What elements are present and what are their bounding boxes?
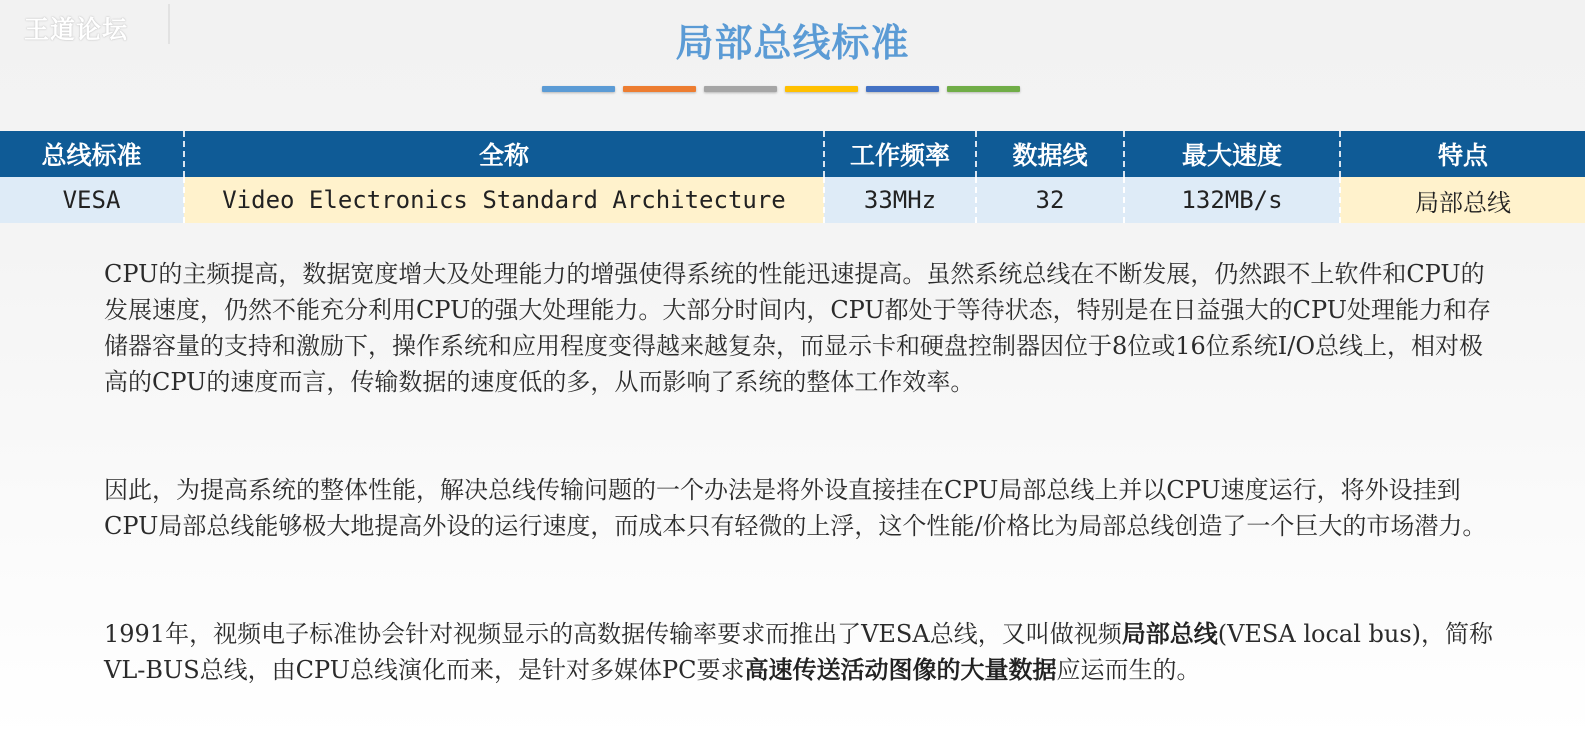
bold-text-local-bus: 局部总线 bbox=[1121, 619, 1218, 648]
paragraph-cpu-bottleneck: CPU的主频提高，数据宽度增大及处理能力的增强使得系统的性能迅速提高。虽然系统总线在不断发展，仍然跟不上软件和CPU的发展速度，仍然不能充分利用CPU的强大处理能力。大部分时间内，CPU都处于等待状态，特别是在日益强大的CPU处理能力和存储器容量的支持和激励下，操作系统和应用程度变得越来越复杂，而显示卡和硬盘控制器因位于8位或16位系统I/O总线上，相对极高的CPU的速度而言，传输数据的速度低的多，从而影响了系统的整体工作效率。 bbox=[104, 260, 1491, 396]
page-title: 局部总线标准 bbox=[675, 21, 910, 65]
text-span: 应运而生的。 bbox=[1056, 656, 1201, 684]
cell-feature: 局部总线 bbox=[1340, 177, 1585, 223]
header-data-lines: 数据线 bbox=[976, 131, 1124, 177]
watermark-logo-text: 王道论坛 bbox=[24, 15, 129, 44]
paragraph-vesa-history bbox=[104, 616, 1499, 688]
header-bus-standard: 总线标准 bbox=[0, 131, 184, 177]
title-decoration-bars bbox=[542, 86, 1020, 92]
cell-max-speed: 132MB/s bbox=[1124, 177, 1340, 223]
text-span: 1991年，视频电子标准协会针对视频显示的高数据传输率要求而推出了VESA总线，又叫做视频 bbox=[104, 620, 1122, 648]
deco-bar bbox=[704, 86, 777, 92]
paragraph-local-bus-solution: 因此，为提高系统的整体性能，解决总线传输问题的一个办法是将外设直接挂在CPU局部总线上并以CPU速度运行，将外设挂到CPU局部总线能够极大地提高外设的运行速度，而成本只有轻微的上浮，这个性能/价格比为局部总线创造了一个巨大的市场潜力。 bbox=[104, 476, 1487, 540]
table-row bbox=[0, 177, 1585, 223]
header-frequency: 工作频率 bbox=[824, 131, 976, 177]
cell-frequency: 33MHz bbox=[824, 177, 976, 223]
cell-bus-standard: VESA bbox=[0, 177, 184, 223]
text-span: (VESA local bus)，简称VL-BUS总线，由CPU总线演化而来，是针对多媒体PC要求 bbox=[104, 620, 1493, 684]
bus-standard-table bbox=[0, 131, 1585, 223]
header-feature: 特点 bbox=[1340, 131, 1585, 177]
deco-bar bbox=[866, 86, 939, 92]
deco-bar bbox=[542, 86, 615, 92]
header-max-speed: 最大速度 bbox=[1124, 131, 1340, 177]
deco-bar bbox=[623, 86, 696, 92]
header-full-name: 全称 bbox=[184, 131, 824, 177]
bold-text-high-speed: 高速传送活动图像的大量数据 bbox=[744, 655, 1057, 684]
cell-full-name: Video Electronics Standard Architecture bbox=[184, 177, 824, 223]
deco-bar bbox=[785, 86, 858, 92]
deco-bar bbox=[947, 86, 1020, 92]
cell-data-lines: 32 bbox=[976, 177, 1124, 223]
table-header-row bbox=[0, 131, 1585, 177]
